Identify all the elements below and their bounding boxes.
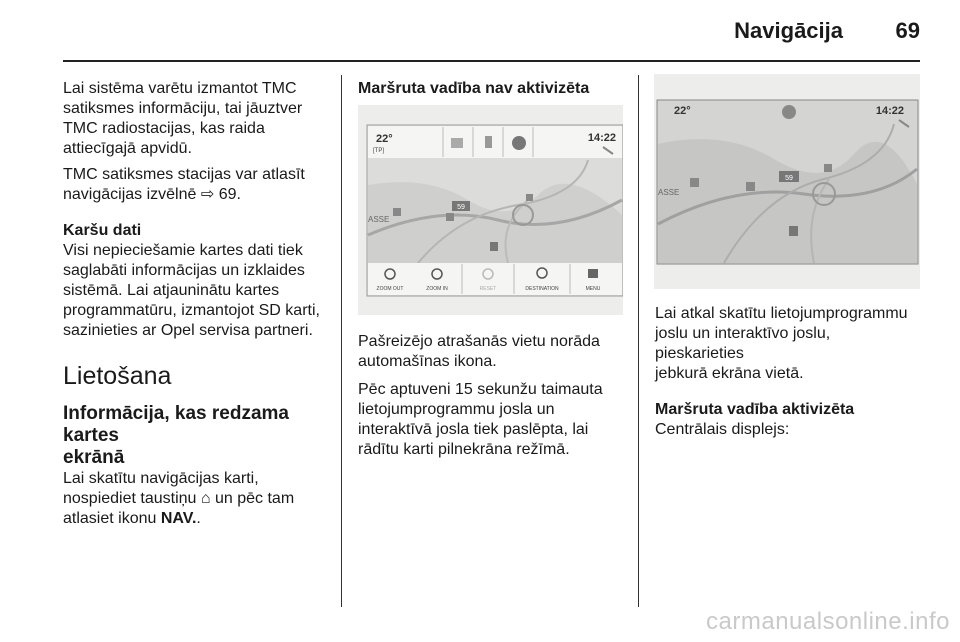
- svg-text:MENU: MENU: [585, 286, 601, 292]
- map-screen-svg: [358, 105, 623, 315]
- guidance-inactive-heading: Maršruta vadība nav aktivizēta: [358, 80, 590, 97]
- subsection-title: Informācija, kas redzama kartes ekrānā: [63, 403, 289, 468]
- temperature: 22°: [674, 105, 691, 117]
- vehicle-position-paragraph: Pašreizējo atrašanās vietu norāda automašīnas ikona.: [358, 333, 600, 370]
- map-screen-svg-2: [654, 74, 920, 289]
- poi-icon: [690, 178, 699, 187]
- svg-text:ZOOM OUT: ZOOM OUT: [376, 286, 404, 292]
- map-label: ASSE: [368, 215, 390, 224]
- timeout-paragraph: Pēc aptuveni 15 sekunžu taimauta lietojumprogrammu josla un interaktīvā josla tiek paslēpta, lai rādītu karti pilnekrāna režīmā.: [358, 381, 603, 458]
- column-3-text: [655, 304, 923, 440]
- show-bars-paragraph: Lai atkal skatītu lietojumprogrammu joslu un interaktīvo joslu, pieskarieties jebkurā ekrāna vietā.: [655, 305, 908, 382]
- nav-app-icon[interactable]: [512, 136, 526, 150]
- map-label: ASSE: [658, 188, 680, 197]
- map-data-heading: Karšu dati: [63, 222, 142, 239]
- map-data-paragraph: Visi nepieciešamie kartes dati tiek saglabāti informācijas un izklaides sistēmā. Lai atjauninātu kartes programmatūru, izmantojot SD karti, sazinieties ar Opel servisa partneri.: [63, 242, 320, 339]
- poi-icon: [393, 208, 401, 216]
- application-bar: [368, 126, 622, 158]
- tmc-paragraph: Lai sistēma varētu izmantot TMC satiksmes informāciju, tai jāuztver TMC radiostacijas, kas raida attiecīgajā apvidū.: [63, 80, 303, 157]
- watermark: carmanualsonline.info: [706, 608, 950, 635]
- column-divider-2: [638, 75, 639, 607]
- screen-fullscreen-map: [654, 74, 920, 289]
- vehicle-icon: [789, 226, 798, 236]
- vehicle-icon: [490, 242, 498, 251]
- nav-app-icon[interactable]: [782, 105, 796, 119]
- clock: 14:22: [875, 105, 904, 117]
- poi-icon: [746, 182, 755, 191]
- central-display-label: Centrālais displejs:: [655, 421, 790, 438]
- page-number: 69: [895, 18, 920, 43]
- menu-icon: [588, 269, 598, 278]
- column-2-text: [358, 332, 630, 460]
- svg-text:59: 59: [457, 204, 465, 211]
- column-divider-1: [341, 75, 342, 607]
- poi-icon: [824, 164, 832, 172]
- temperature: 22°: [376, 133, 393, 145]
- column-2: [358, 79, 630, 99]
- poi-icon: [526, 194, 533, 201]
- section-title: Lietošana: [63, 362, 172, 390]
- svg-text:ZOOM IN: ZOOM IN: [426, 286, 448, 292]
- tp-label: [TP]: [373, 148, 385, 154]
- header-rule: [63, 60, 920, 62]
- open-map-paragraph: Lai skatītu navigācijas karti, nospiediet taustiņu ⌂ un pēc tam atlasiet ikonu NAV..: [63, 470, 295, 527]
- svg-text:59: 59: [785, 175, 793, 182]
- audio-app-icon[interactable]: [451, 138, 463, 148]
- page-title: Navigācija: [734, 18, 843, 43]
- screen-guidance-inactive: [358, 105, 623, 315]
- tmc-stations-paragraph: TMC satiksmes stacijas var atlasīt navigācijas izvēlnē ⇨ 69.: [63, 166, 305, 203]
- poi-icon: [446, 213, 454, 221]
- home-icon: ⌂: [200, 490, 211, 507]
- svg-text:RESET: RESET: [479, 286, 497, 292]
- guidance-active-heading: Maršruta vadība aktivizēta: [655, 401, 855, 418]
- column-1: [63, 79, 335, 529]
- phone-app-icon[interactable]: [485, 136, 492, 148]
- clock: 14:22: [587, 132, 616, 144]
- svg-text:DESTINATION: DESTINATION: [525, 286, 559, 292]
